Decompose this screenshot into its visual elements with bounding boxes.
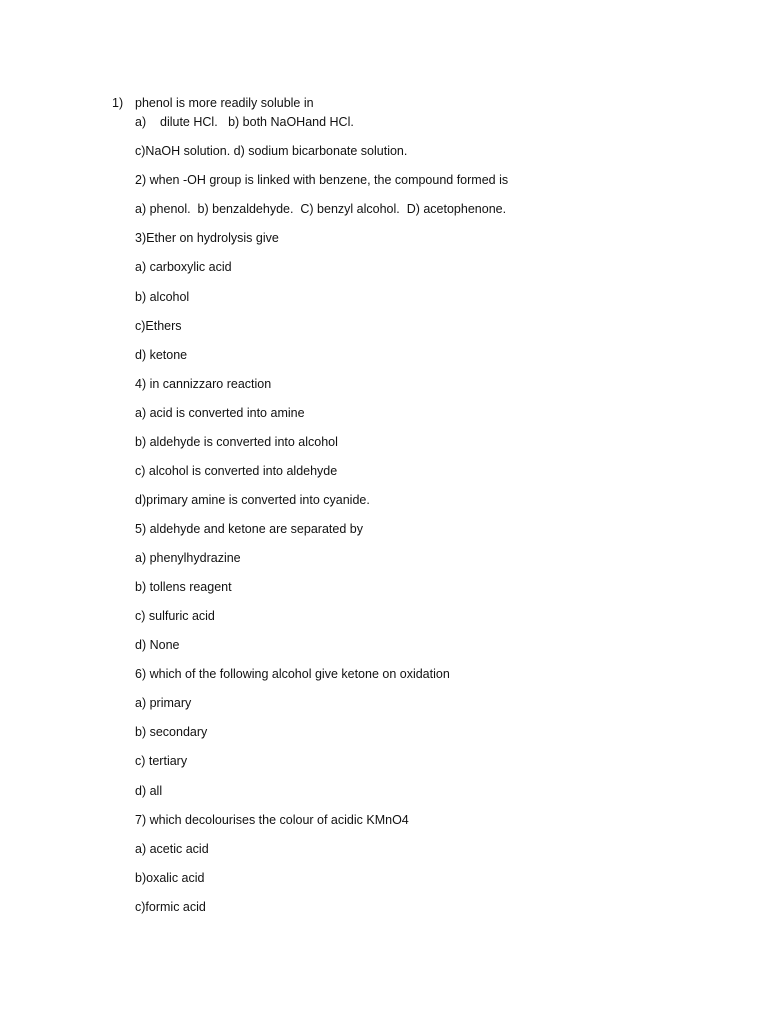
question-4-text: 4) in cannizzaro reaction [135,377,272,391]
question-3-option-a: a) carboxylic acid [135,260,232,274]
question-1-number: 1) [112,96,124,110]
question-5-option-a: a) phenylhydrazine [135,551,241,565]
question-5-option-c: c) sulfuric acid [135,609,215,623]
question-4-option-c: c) alcohol is converted into aldehyde [135,464,338,478]
question-5-option-d: d) None [135,638,180,652]
question-6-option-b: b) secondary [135,725,208,739]
question-6-option-c: c) tertiary [135,754,188,768]
question-1-text: phenol is more readily soluble in [135,96,314,110]
question-5-option-b: b) tollens reagent [135,580,232,594]
question-7-option-a: a) acetic acid [135,842,209,856]
question-3-text: 3)Ether on hydrolysis give [135,231,279,245]
question-2-options: a) phenol. b) benzaldehyde. C) benzyl alcohol. D) acetophenone. [135,202,507,216]
question-3-option-d: d) ketone [135,348,188,362]
question-6-option-d: d) all [135,784,163,798]
question-1-options-c-d: c)NaOH solution. d) sodium bicarbonate solution. [135,144,408,158]
question-3-option-b: b) alcohol [135,290,190,304]
question-4-option-d: d)primary amine is converted into cyanide. [135,493,370,507]
question-7-option-c: c)formic acid [135,900,206,914]
question-1-options-a-b: a) dilute HCl. b) both NaOHand HCl. [135,115,354,129]
question-4-option-b: b) aldehyde is converted into alcohol [135,435,338,449]
question-6-option-a: a) primary [135,696,192,710]
question-3-option-c: c)Ethers [135,319,182,333]
question-7-text: 7) which decolourises the colour of acidic KMnO4 [135,813,409,827]
question-6-text: 6) which of the following alcohol give ketone on oxidation [135,667,450,681]
question-4-option-a: a) acid is converted into amine [135,406,305,420]
question-7-option-b: b)oxalic acid [135,871,205,885]
question-5-text: 5) aldehyde and ketone are separated by [135,522,363,536]
question-2-text: 2) when -OH group is linked with benzene, the compound formed is [135,173,509,187]
